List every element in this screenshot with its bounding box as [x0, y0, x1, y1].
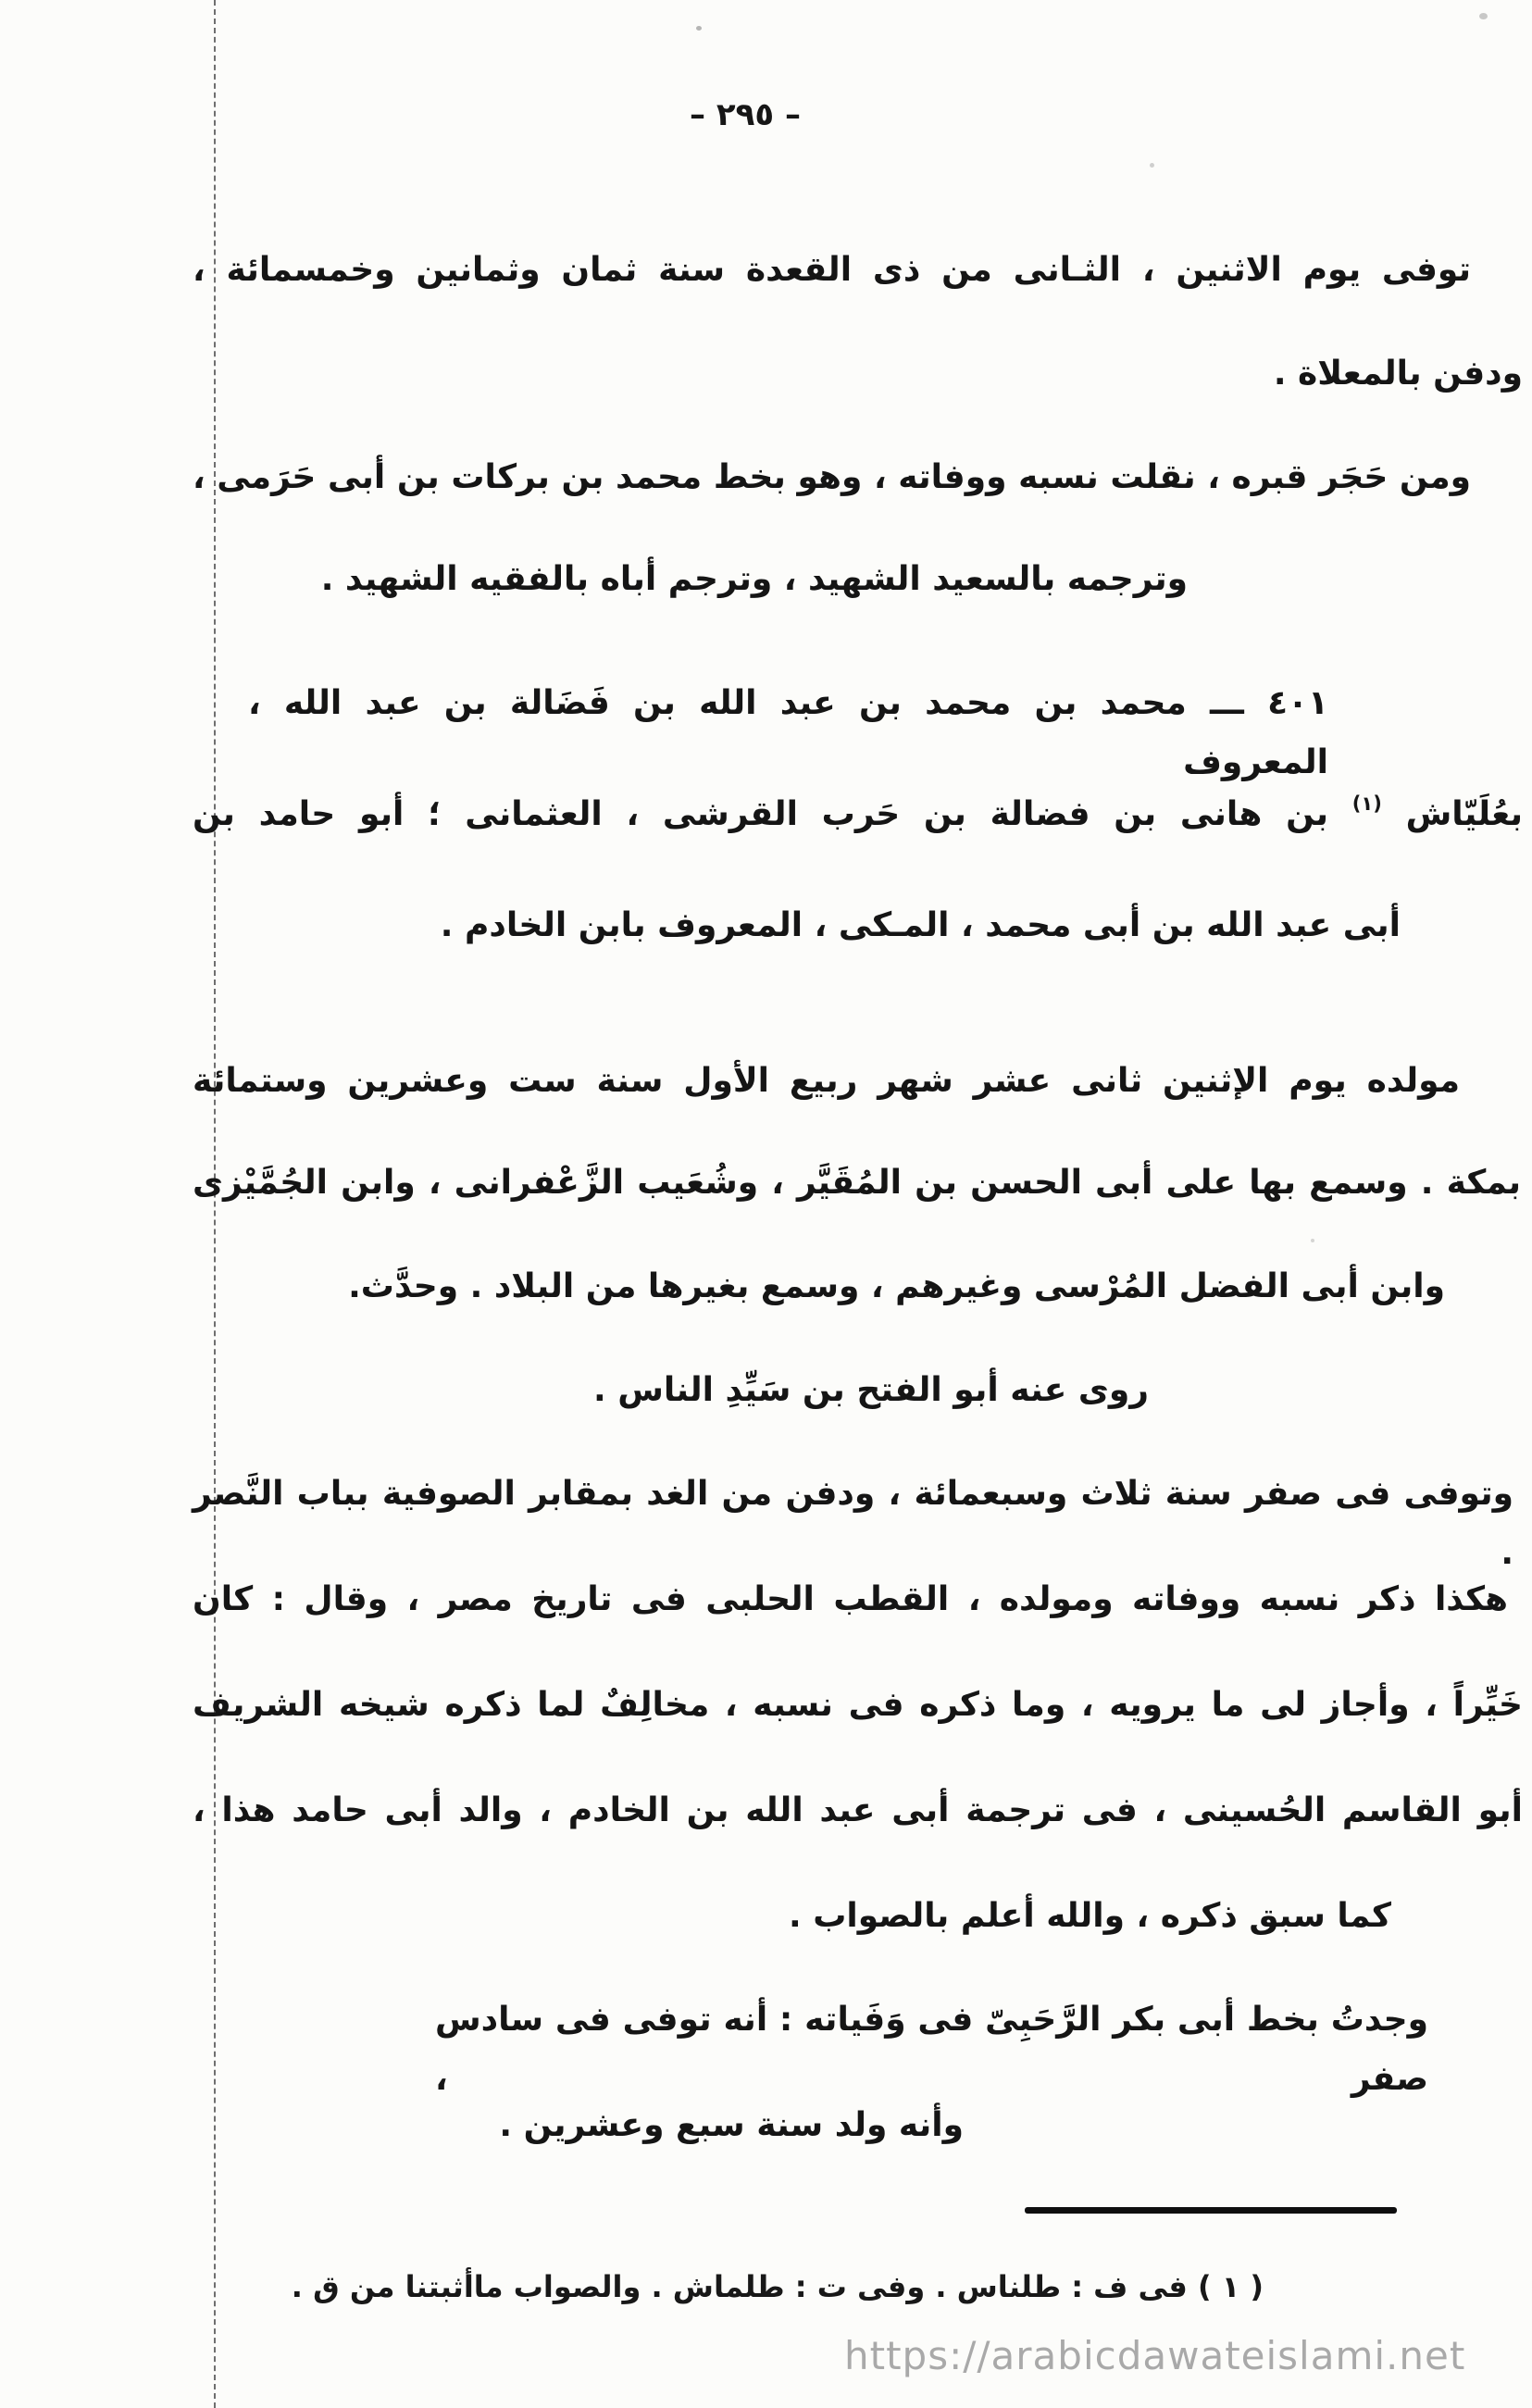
- entry-401-heading-line-1: ٤٠١ ـــ محمد بن محمد بن عبد الله بن فَضَالة بن عبد الله ، المعروف: [248, 684, 1328, 781]
- body-line-11: روى عنه أبو الفتح بن سَيِّدِ الناس .: [592, 1371, 1149, 1409]
- scan-speck: [1479, 13, 1488, 19]
- body-line-9: بمكة . وسمع بها على أبى الحسن بن المُقَيَّر ، وشُعَيب الزَّعْفرانى ، وابن الجُمَّيْزى: [193, 1164, 1521, 1202]
- heading-text-before-note: بعُلَيّاش: [1381, 795, 1523, 833]
- body-line-12: وتوفى فى صفر سنة ثلاث وسبعمائة ، ودفن من الغد بمقابر الصوفية بباب النَّصر .: [193, 1475, 1513, 1572]
- entry-401-heading-line-3: أبى عبد الله بن أبى محمد ، المـكى ، المعروف بابن الخادم .: [440, 906, 1401, 944]
- body-line-8: مولده يوم الإثنين ثانى عشر شهر ربيع الأول سنة ست وعشرين وستمائة: [193, 1062, 1460, 1100]
- body-line-4: وترجمه بالسعيد الشهيد ، وترجم أباه بالفقيه الشهيد .: [320, 560, 1188, 598]
- footnote-marker: (١): [1351, 792, 1382, 815]
- body-line-1: توفى يوم الاثنين ، الثـانى من ذى القعدة سنة ثمان وثمانين وخمسمائة ،: [193, 251, 1471, 289]
- body-line-2: ودفن بالمعلاة .: [1273, 355, 1523, 393]
- body-line-3: ومن حَجَر قبره ، نقلت نسبه ووفاته ، وهو بخط محمد بن بركات بن أبى حَرَمى ،: [193, 458, 1471, 496]
- watermark-url: https://arabicdawateislami.net: [844, 2333, 1466, 2378]
- footnote-text: ( ١ ) فى ف : طلناس . وفى ت : طلماش . والصواب ماأثبتنا من ق .: [291, 2269, 1264, 2304]
- body-line-17: وجدتُ بخط أبى بكر الرَّحَبِىّ فى وَفَياته : أنه توفى فى سادس صفر ،: [435, 2001, 1428, 2098]
- body-line-15: أبو القاسم الحُسينى ، فى ترجمة أبى عبد الله بن الخادم ، والد أبى حامد هذا ،: [193, 1791, 1523, 1829]
- scan-speck: [1311, 1239, 1314, 1242]
- body-line-10: وابن أبى الفضل المُرْسى وغيرهم ، وسمع بغيرها من البلاد . وحدَّث.: [348, 1267, 1445, 1305]
- body-line-16: كما سبق ذكره ، والله أعلم بالصواب .: [788, 1897, 1391, 1935]
- heading-text-after-note: بن هانى بن فضالة بن حَرب القرشى ، العثمانى ؛ أبو حامد بن: [193, 795, 1352, 833]
- footnote-separator-rule: [1025, 2207, 1397, 2214]
- body-line-14: خَيِّراً ، وأجاز لى ما يرويه ، وما ذكره فى نسبه ، مخالِفٌ لما ذكره شيخه الشريف: [193, 1686, 1523, 1724]
- entry-401-heading-line-2: [193, 785, 1523, 848]
- scan-speck: [1150, 163, 1154, 168]
- scan-speck: [696, 26, 702, 31]
- page-number: – ٢٩٥ –: [690, 96, 801, 133]
- body-line-18: وأنه ولد سنة سبع وعشرين .: [499, 2106, 964, 2144]
- body-line-13: هكذا ذكر نسبه ووفاته ومولده ، القطب الحلبى فى تاريخ مصر ، وقال : كان: [193, 1580, 1508, 1618]
